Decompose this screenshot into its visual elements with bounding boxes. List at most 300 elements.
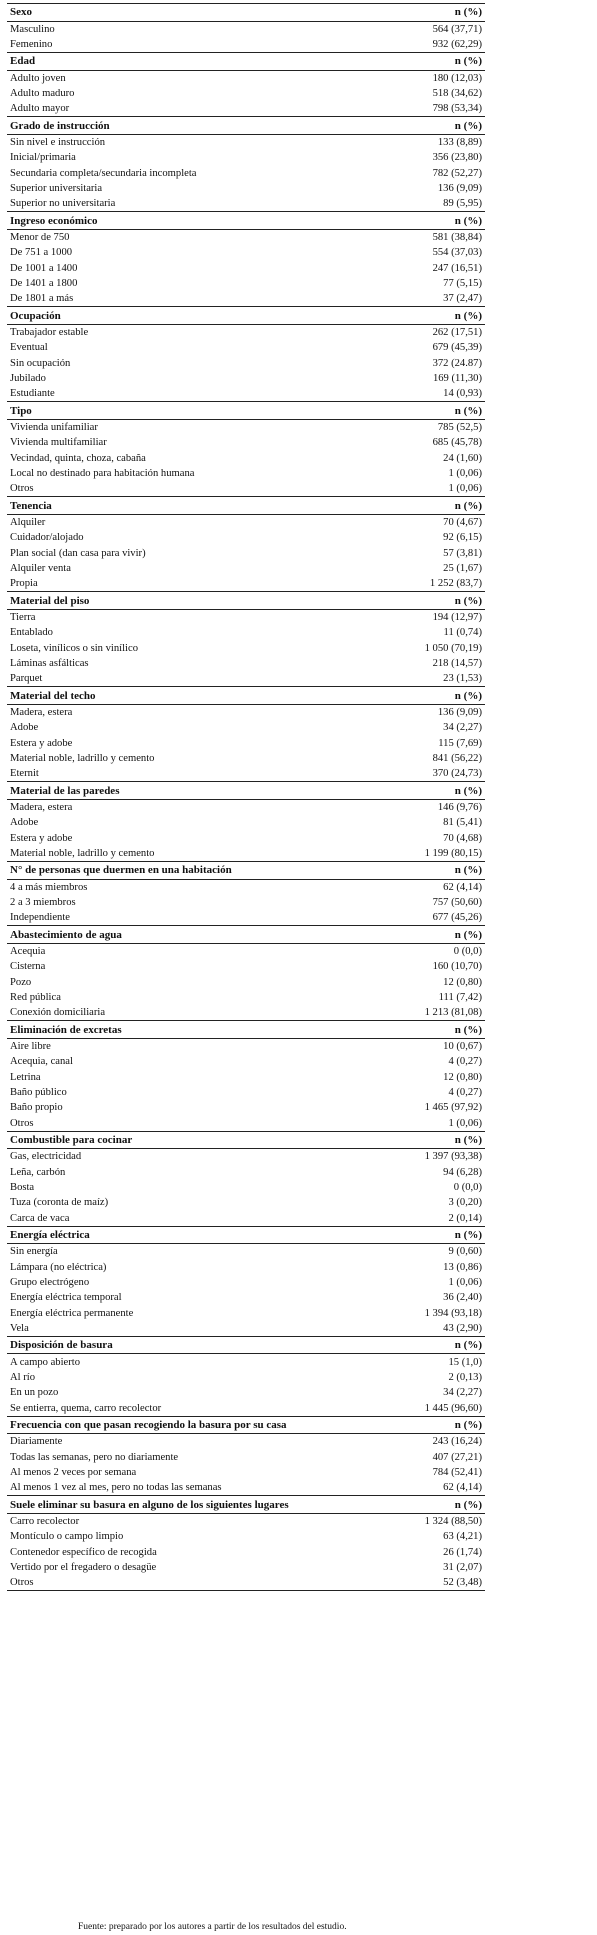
table-section [7, 3, 485, 52]
row-label: Secundaria completa/secundaria incompleta [10, 167, 197, 179]
column-header: n (%) [454, 928, 482, 941]
section-title: Frecuencia con que pasan recogiendo la basura por su casa [10, 1418, 287, 1431]
column-header: n (%) [454, 404, 482, 417]
table-row [7, 245, 485, 260]
table-section [7, 1131, 485, 1226]
table-row [7, 1039, 485, 1054]
row-value: 169 (11,30) [432, 372, 482, 384]
section-header [7, 1226, 485, 1245]
row-label: Pozo [10, 976, 32, 988]
row-value: 1 (0,06) [448, 1276, 482, 1288]
table-section [7, 496, 485, 591]
table-row [7, 1529, 485, 1544]
table-row [7, 1305, 485, 1320]
row-value: 77 (5,15) [443, 278, 482, 289]
section-header [7, 401, 485, 420]
row-label: Cisterna [10, 961, 46, 973]
column-header: n (%) [454, 309, 482, 322]
table-section [7, 1226, 485, 1336]
section-header [7, 52, 485, 71]
row-value: 798 (53,34) [432, 103, 482, 115]
row-label: Acequia, canal [10, 1056, 73, 1068]
table-row [7, 766, 485, 781]
section-header [7, 116, 485, 135]
row-value: 12 (0,80) [443, 976, 482, 988]
section-title: Material de las paredes [10, 784, 120, 797]
table-row [7, 1544, 485, 1559]
table-row [7, 386, 485, 401]
row-label: Baño público [10, 1086, 67, 1098]
section-header [7, 686, 485, 705]
table-row [7, 830, 485, 845]
table-row [7, 815, 485, 830]
column-header: n (%) [454, 864, 482, 877]
row-value: 89 (5,95) [443, 198, 482, 210]
column-header: n (%) [454, 1498, 482, 1511]
table-row [7, 276, 485, 291]
table-row [7, 435, 485, 450]
table-row [7, 1400, 485, 1415]
row-label: Al menos 2 veces por semana [10, 1466, 137, 1478]
row-value: 677 (45,26) [432, 912, 482, 924]
row-label: Vivienda unifamiliar [10, 422, 98, 434]
table-row [7, 261, 485, 276]
row-value: 57 (3,81) [443, 547, 482, 559]
column-header: n (%) [454, 499, 482, 512]
table-row [7, 22, 485, 37]
row-label: Gas, electricidad [10, 1151, 82, 1163]
row-label: Alquiler venta [10, 562, 71, 574]
table-row [7, 1260, 485, 1275]
row-label: Eventual [10, 342, 48, 354]
row-value: 160 (10,70) [432, 961, 482, 973]
row-label: Montículo o campo limpio [10, 1531, 124, 1543]
section-header [7, 925, 485, 944]
row-label: Estera y adobe [10, 832, 73, 844]
row-label: Parquet [10, 673, 43, 685]
row-value: 136 (9,09) [437, 183, 482, 195]
row-label: Sin ocupación [10, 357, 71, 369]
table-row [7, 325, 485, 340]
table-row [7, 705, 485, 720]
row-label: Femenino [10, 38, 53, 50]
row-value: 262 (17,51) [432, 327, 482, 339]
row-value: 23 (1,53) [443, 673, 482, 685]
row-value: 52 (3,48) [443, 1577, 482, 1589]
row-value: 136 (9,09) [437, 707, 482, 719]
section-title: Material del techo [10, 689, 96, 702]
row-value: 36 (2,40) [443, 1292, 482, 1304]
table-row [7, 546, 485, 561]
row-value: 4 (0,27) [448, 1086, 482, 1098]
section-header [7, 1131, 485, 1150]
table-row [7, 1321, 485, 1336]
table-row [7, 1575, 485, 1590]
table-section [7, 686, 485, 781]
row-label: Contenedor específico de recogida [10, 1546, 157, 1558]
row-value: 70 (4,67) [443, 517, 482, 529]
section-header [7, 1495, 485, 1514]
row-value: 37 (2,47) [443, 293, 482, 305]
row-value: 4 (0,27) [448, 1056, 482, 1068]
column-header: n (%) [454, 1418, 482, 1431]
section-title: Eliminación de excretas [10, 1023, 122, 1036]
row-value: 1 (0,06) [448, 483, 482, 495]
row-value: 25 (1,67) [443, 562, 482, 574]
section-title: Tipo [10, 404, 32, 417]
column-header: n (%) [454, 6, 482, 19]
table-section [7, 925, 485, 1020]
table-row [7, 671, 485, 686]
row-value: 14 (0,93) [443, 388, 482, 400]
row-value: 518 (34,62) [432, 88, 482, 100]
table-row [7, 196, 485, 211]
table-row [7, 420, 485, 435]
section-title: Edad [10, 55, 36, 68]
table-row [7, 735, 485, 750]
row-value: 564 (37,71) [432, 23, 482, 35]
row-value: 356 (23,80) [432, 152, 482, 164]
table-section [7, 306, 485, 401]
row-value: 1 050 (70,19) [424, 642, 482, 654]
section-header [7, 306, 485, 325]
row-value: 841 (56,22) [432, 752, 482, 764]
row-value: 372 (24.87) [432, 357, 482, 369]
table-row [7, 1385, 485, 1400]
data-table [7, 3, 485, 1591]
column-header: n (%) [454, 1023, 482, 1036]
row-value: 26 (1,74) [443, 1546, 482, 1558]
column-header: n (%) [454, 119, 482, 132]
table-section [7, 1416, 485, 1496]
row-label: Conexión domiciliaria [10, 1007, 106, 1019]
row-label: A campo abierto [10, 1356, 81, 1368]
table-row [7, 101, 485, 116]
row-label: Alquiler [10, 517, 46, 529]
table-row [7, 1244, 485, 1259]
table-row [7, 1005, 485, 1020]
row-label: Independiente [10, 912, 71, 924]
row-value: 24 (1,60) [443, 452, 482, 464]
row-label: De 1801 a más [10, 293, 74, 305]
table-row [7, 181, 485, 196]
row-value: 782 (52,27) [432, 167, 482, 179]
table-row [7, 1290, 485, 1305]
row-label: Se entierra, quema, carro recolector [10, 1402, 162, 1414]
row-label: Plan social (dan casa para vivir) [10, 547, 146, 559]
table-row [7, 1070, 485, 1085]
row-label: De 1001 a 1400 [10, 262, 78, 274]
table-row [7, 576, 485, 591]
table-row [7, 86, 485, 101]
table-row [7, 656, 485, 671]
row-value: 31 (2,07) [443, 1561, 482, 1573]
row-label: Bosta [10, 1181, 35, 1193]
column-header: n (%) [454, 214, 482, 227]
table-row [7, 751, 485, 766]
row-value: 1 213 (81,08) [424, 1007, 482, 1019]
section-title: Grado de instrucción [10, 119, 110, 132]
row-label: Adulto mayor [10, 103, 70, 115]
row-label: Sin nivel e instrucción [10, 137, 106, 149]
table-row [7, 1085, 485, 1100]
row-label: Al menos 1 vez al mes, pero no todas las semanas [10, 1482, 222, 1494]
table-row [7, 356, 485, 371]
column-header: n (%) [454, 1133, 482, 1146]
table-row [7, 625, 485, 640]
table-row [7, 135, 485, 150]
section-title: N° de personas que duermen en una habitación [10, 864, 232, 877]
row-label: Adobe [10, 817, 39, 829]
row-value: 370 (24,73) [432, 768, 482, 780]
row-label: Lámpara (no eléctrica) [10, 1261, 107, 1273]
row-value: 757 (50,60) [432, 897, 482, 908]
row-label: Otros [10, 1117, 34, 1129]
section-header [7, 211, 485, 230]
table-row [7, 1434, 485, 1449]
row-label: Tuza (coronta de maíz) [10, 1197, 109, 1209]
row-value: 146 (9,76) [437, 802, 482, 814]
table-row [7, 1370, 485, 1385]
section-title: Material del piso [10, 594, 90, 607]
row-value: 554 (37,03) [432, 247, 482, 259]
row-label: Vecindad, quinta, choza, cabaña [10, 452, 146, 464]
row-label: Local no destinado para habitación humana [10, 467, 195, 479]
table-section [7, 861, 485, 925]
section-title: Suele eliminar su basura en alguno de los siguientes lugares [10, 1498, 289, 1511]
table-row [7, 910, 485, 925]
row-value: 34 (2,27) [443, 1387, 482, 1399]
section-header [7, 1416, 485, 1435]
row-label: Diariamente [10, 1436, 63, 1448]
section-title: Ocupación [10, 309, 61, 322]
row-value: 62 (4,14) [443, 1482, 482, 1494]
table-row [7, 340, 485, 355]
row-value: 218 (14,57) [432, 657, 482, 669]
table-row [7, 880, 485, 895]
row-label: Láminas asfálticas [10, 657, 89, 669]
table-row [7, 800, 485, 815]
row-value: 15 (1,0) [448, 1356, 482, 1368]
row-label: Cuidador/alojado [10, 532, 84, 544]
table-section [7, 116, 485, 211]
row-value: 1 252 (83,7) [429, 578, 482, 590]
row-label: Madera, estera [10, 707, 73, 719]
section-title: Disposición de basura [10, 1339, 113, 1352]
row-value: 13 (0,86) [443, 1261, 482, 1273]
table-row [7, 720, 485, 735]
row-value: 70 (4,68) [443, 832, 482, 844]
table-footnote: Fuente: preparado por los autores a partir de los resultados del estudio. [78, 1922, 347, 1932]
row-label: 4 a más miembros [10, 881, 88, 893]
table-row [7, 610, 485, 625]
row-value: 9 (0,60) [448, 1246, 482, 1258]
section-header [7, 1020, 485, 1039]
row-label: En un pozo [10, 1387, 59, 1399]
row-label: Jubilado [10, 372, 46, 384]
row-value: 1 199 (80,15) [424, 847, 482, 859]
row-value: 81 (5,41) [443, 817, 482, 829]
section-header [7, 3, 485, 22]
row-label: Carca de vaca [10, 1212, 70, 1224]
section-header [7, 1336, 485, 1355]
table-row [7, 371, 485, 386]
section-title: Sexo [10, 6, 32, 19]
table-section [7, 211, 485, 306]
row-value: 1 324 (88,50) [424, 1516, 482, 1527]
row-value: 63 (4,21) [443, 1531, 482, 1543]
row-label: 2 a 3 miembros [10, 897, 76, 908]
table-row [7, 959, 485, 974]
table-row [7, 166, 485, 181]
row-label: Estera y adobe [10, 737, 73, 749]
row-value: 2 (0,14) [448, 1212, 482, 1224]
table-section [7, 591, 485, 686]
table-row [7, 150, 485, 165]
row-value: 1 465 (97,92) [424, 1102, 482, 1114]
table-row [7, 71, 485, 86]
row-label: Masculino [10, 23, 55, 35]
table-section [7, 1020, 485, 1130]
table-row [7, 561, 485, 576]
table-row [7, 1195, 485, 1210]
row-label: Energía eléctrica temporal [10, 1292, 122, 1304]
row-label: Acequia [10, 946, 46, 958]
row-value: 784 (52,41) [432, 1466, 482, 1478]
row-label: Estudiante [10, 388, 55, 400]
row-label: Menor de 750 [10, 232, 70, 244]
table-row [7, 451, 485, 466]
table-row [7, 466, 485, 481]
row-value: 12 (0,80) [443, 1071, 482, 1083]
row-label: Loseta, vinílicos o sin vinílico [10, 642, 138, 654]
row-value: 94 (6,28) [443, 1166, 482, 1178]
row-label: Adulto joven [10, 72, 66, 84]
row-label: Eternit [10, 768, 39, 780]
row-label: Superior no universitaria [10, 198, 116, 210]
section-header [7, 861, 485, 880]
table-row [7, 481, 485, 496]
section-header [7, 781, 485, 800]
table-section [7, 781, 485, 861]
table-row [7, 1054, 485, 1069]
table-row [7, 530, 485, 545]
row-label: Otros [10, 1577, 34, 1589]
row-value: 43 (2,90) [443, 1322, 482, 1334]
table-row [7, 230, 485, 245]
table-row [7, 1100, 485, 1115]
row-value: 679 (45,39) [432, 342, 482, 354]
table-row [7, 1480, 485, 1495]
table-section [7, 52, 485, 116]
row-label: Inicial/primaria [10, 152, 76, 164]
row-label: Sin energía [10, 1246, 58, 1258]
table-row [7, 895, 485, 910]
row-value: 785 (52,5) [437, 422, 482, 434]
row-value: 932 (62,29) [432, 38, 482, 50]
row-value: 180 (12,03) [432, 72, 482, 84]
table-row [7, 291, 485, 306]
table-row [7, 1449, 485, 1464]
table-row [7, 1149, 485, 1164]
table-row [7, 515, 485, 530]
row-label: Leña, carbón [10, 1166, 66, 1178]
row-label: Vivienda multifamiliar [10, 437, 107, 449]
row-label: Todas las semanas, pero no diariamente [10, 1451, 179, 1463]
column-header: n (%) [454, 689, 482, 702]
row-label: Vertido por el fregadero o desagüe [10, 1561, 157, 1573]
row-label: Entablado [10, 627, 53, 639]
column-header: n (%) [454, 55, 482, 68]
row-label: Tierra [10, 612, 36, 624]
row-value: 34 (2,27) [443, 722, 482, 734]
row-label: Baño propio [10, 1102, 63, 1114]
row-value: 1 397 (93,38) [424, 1151, 482, 1163]
row-label: Superior universitaria [10, 183, 103, 195]
table-row [7, 944, 485, 959]
row-value: 1 445 (96,60) [424, 1402, 482, 1414]
column-header: n (%) [454, 1339, 482, 1352]
row-value: 685 (45,78) [432, 437, 482, 449]
table-row [7, 1354, 485, 1369]
row-value: 0 (0,0) [453, 946, 482, 958]
table-row [7, 1180, 485, 1195]
table-row [7, 1465, 485, 1480]
row-value: 247 (16,51) [432, 262, 482, 274]
row-label: Al río [10, 1371, 36, 1383]
table-row [7, 1165, 485, 1180]
row-label: Aire libre [10, 1041, 51, 1053]
row-label: Propia [10, 578, 38, 590]
row-label: Madera, estera [10, 802, 73, 814]
table-section [7, 1495, 485, 1591]
row-label: Vela [10, 1322, 29, 1334]
row-label: Carro recolector [10, 1516, 80, 1527]
row-value: 3 (0,20) [448, 1197, 482, 1209]
row-label: Material noble, ladrillo y cemento [10, 752, 155, 764]
row-value: 10 (0,67) [443, 1041, 482, 1053]
row-label: Grupo electrógeno [10, 1276, 90, 1288]
row-label: Otros [10, 483, 34, 495]
row-value: 1 (0,06) [448, 467, 482, 479]
table-row [7, 975, 485, 990]
row-value: 92 (6,15) [443, 532, 482, 544]
row-value: 243 (16,24) [432, 1436, 482, 1448]
row-value: 2 (0,13) [448, 1371, 482, 1383]
table-row [7, 641, 485, 656]
table-row [7, 1115, 485, 1130]
section-title: Energía eléctrica [10, 1228, 90, 1241]
row-label: De 751 a 1000 [10, 247, 73, 259]
row-label: Trabajador estable [10, 327, 89, 339]
table-row [7, 990, 485, 1005]
row-label: Adulto maduro [10, 88, 75, 100]
row-label: Letrina [10, 1071, 41, 1083]
row-value: 62 (4,14) [443, 881, 482, 893]
column-header: n (%) [454, 1228, 482, 1241]
row-label: Energía eléctrica permanente [10, 1307, 134, 1319]
section-header [7, 496, 485, 515]
table-section [7, 1336, 485, 1416]
row-value: 407 (27,21) [432, 1451, 482, 1463]
section-title: Tenencia [10, 499, 52, 512]
row-label: De 1401 a 1800 [10, 278, 78, 289]
column-header: n (%) [454, 784, 482, 797]
row-value: 115 (7,69) [438, 737, 482, 749]
row-label: Material noble, ladrillo y cemento [10, 847, 155, 859]
table-row [7, 37, 485, 52]
section-title: Combustible para cocinar [10, 1133, 133, 1146]
